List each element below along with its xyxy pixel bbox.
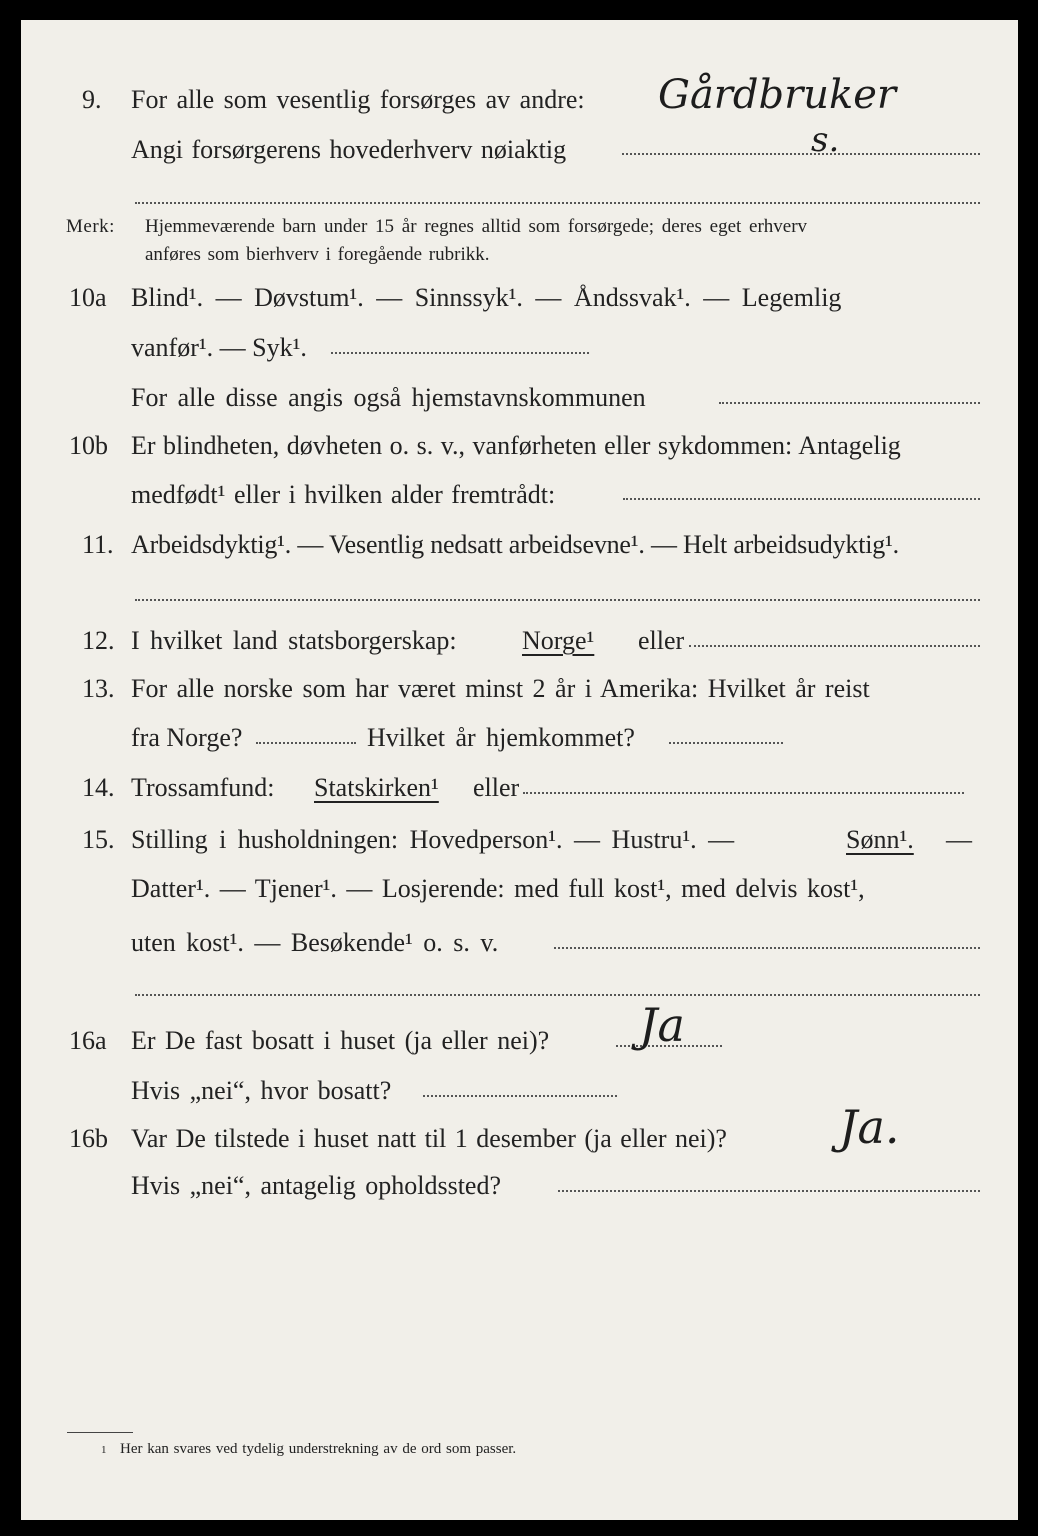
q9-number: 9.	[82, 85, 102, 114]
q15-answer-line	[554, 947, 980, 949]
q10a-line3: For alle disse angis også hjemstavnskommunen	[131, 383, 646, 412]
q10b-line2: medfødt¹ eller i hvilken alder fremtrådt:	[131, 480, 556, 509]
q9-question-line1: For alle som vesentlig forsørges av andre:	[131, 85, 585, 114]
q14-answer-line	[523, 792, 964, 794]
q15-number: 15.	[82, 825, 115, 854]
q9-answer-line	[622, 153, 980, 155]
q10a-number: 10a	[69, 283, 107, 312]
q16b-line2: Hvis „nei“, antagelig opholdssted?	[131, 1171, 502, 1200]
q16b-line1: Var De tilstede i huset natt til 1 desember (ja eller nei)?	[131, 1124, 727, 1153]
q12-option-norge: Norge¹	[522, 626, 595, 655]
q13-line2a: fra Norge?	[131, 723, 243, 752]
q16b-handwritten-answer: Ja.	[839, 1100, 900, 1154]
q10a-hometown-line	[719, 402, 980, 404]
footnote-rule	[67, 1432, 133, 1433]
q12-suffix: eller	[638, 626, 685, 655]
q13-line1: For alle norske som har været minst 2 år i Amerika: Hvilket år reist	[131, 674, 870, 703]
merk-line1: Hjemmeværende barn under 15 år regnes alltid som forsørgede; deres eget erhverv	[145, 216, 808, 237]
q13-year-left-line	[256, 742, 356, 744]
q10b-answer-line	[623, 498, 980, 500]
merk-line2: anføres som bierhverv i foregående rubrikk.	[145, 244, 490, 265]
q15-option-sonn: Sønn¹.	[846, 825, 914, 854]
q10b-number: 10b	[69, 431, 108, 460]
footnote-text: Her kan svares ved tydelig understrekning av de ord som passer.	[120, 1441, 517, 1457]
merk-label: Merk:	[66, 216, 115, 237]
q16a-line1: Er De fast bosatt i huset (ja eller nei)?	[131, 1026, 550, 1055]
q11-number: 11.	[82, 530, 114, 559]
footnote-mark: 1	[101, 1444, 107, 1456]
q16a-handwritten-answer: Ja	[639, 998, 685, 1052]
q14-option-statskirken: Statskirken¹	[314, 773, 439, 802]
q11-line1: Arbeidsdyktig¹. — Vesentlig nedsatt arbeidsevne¹. — Helt arbeidsudyktig¹.	[131, 530, 899, 559]
q13-year-returned-line	[669, 742, 783, 744]
q14-prefix: Trossamfund:	[131, 773, 275, 802]
q16a-number: 16a	[69, 1026, 107, 1055]
q9-handwritten-answer-2: s.	[811, 120, 840, 160]
q15-separator-line	[135, 994, 980, 996]
q15-line1-prefix: Stilling i husholdningen: Hovedperson¹. — Hustru¹. —	[131, 825, 735, 854]
q16a-line2: Hvis „nei“, hvor bosatt?	[131, 1076, 392, 1105]
q12-prefix: I hvilket land statsborgerskap:	[131, 626, 457, 655]
q10a-answer-line	[331, 352, 589, 354]
q14-suffix: eller	[473, 773, 520, 802]
q13-number: 13.	[82, 674, 115, 703]
q10a-line1: Blind¹. — Døvstum¹. — Sinnssyk¹. — Åndssvak¹. — Legemlig	[131, 283, 842, 312]
q16b-whereabouts-line	[558, 1190, 980, 1192]
q14-number: 14.	[82, 773, 115, 802]
q12-number: 12.	[82, 626, 115, 655]
q16b-number: 16b	[69, 1124, 108, 1153]
q15-line2: Datter¹. — Tjener¹. — Losjerende: med full kost¹, med delvis kost¹,	[131, 874, 865, 903]
q16a-residence-line	[423, 1095, 617, 1097]
q12-answer-line	[689, 645, 980, 647]
q13-line2b: Hvilket år hjemkommet?	[367, 723, 635, 752]
q10b-line1: Er blindheten, døvheten o. s. v., vanførheten eller sykdommen: Antagelig	[131, 431, 901, 460]
q15-line1-suffix: —	[946, 825, 972, 854]
census-form-page	[21, 20, 1018, 1520]
q15-line3: uten kost¹. — Besøkende¹ o. s. v.	[131, 928, 499, 957]
q9-separator-line	[135, 202, 980, 204]
q10a-line2: vanfør¹. — Syk¹.	[131, 333, 307, 362]
q9-handwritten-answer: Gårdbruker	[658, 72, 897, 118]
q9-question-line2: Angi forsørgerens hovederhverv nøiaktig	[131, 135, 567, 164]
q11-separator-line	[135, 599, 980, 601]
